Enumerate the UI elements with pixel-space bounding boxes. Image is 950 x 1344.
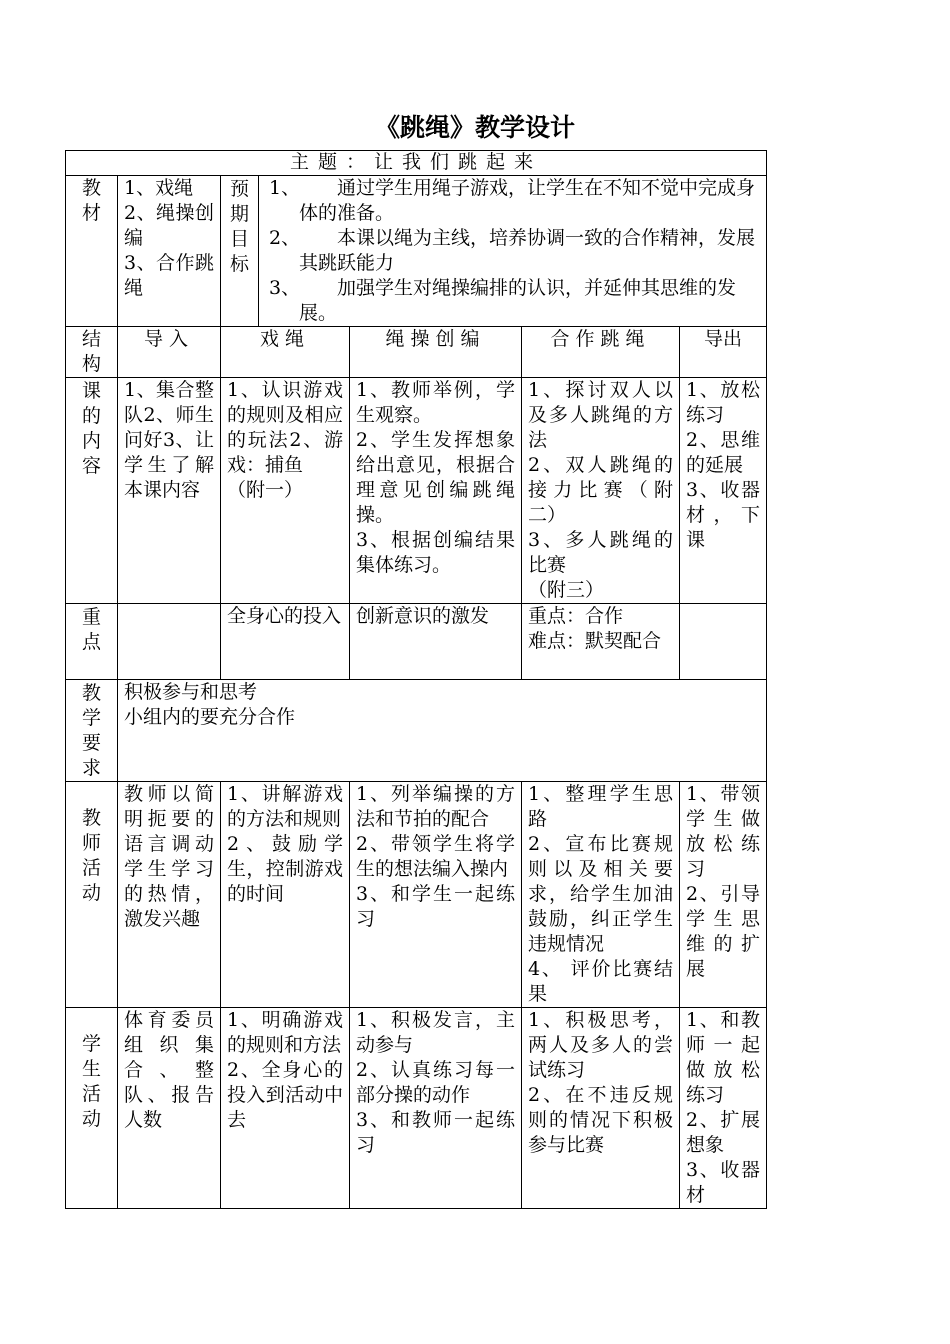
content-cell: 1、教师举例，学生观察。 2、学生发挥想象给出意见，根据合理意见创编跳绳操。 3、根据创编结果集体练习。 <box>350 378 522 604</box>
materials-header: 教材 <box>66 176 118 327</box>
material-item: 1、戏绳 <box>124 177 194 199</box>
theme-row <box>66 151 767 176</box>
student-activity-row <box>66 1008 767 1209</box>
teacher-activity-cell: 1、带领学生做放松练习 2、引导学生思维的扩展 <box>680 782 767 1008</box>
student-activity-cell: 1、和教师一起做放松练习 2、扩展想象 3、收器材 <box>680 1008 767 1209</box>
content-cell: 1、探讨双人以及多人跳绳的方法 2、双人跳绳的接力比赛（附二） 3、多人跳绳的比赛 （附三） <box>522 378 680 604</box>
teacher-activity-header: 教师活动 <box>66 782 118 1008</box>
focus-cell: 重点：合作 难点：默契配合 <box>522 604 680 680</box>
requirements-row <box>66 680 767 782</box>
structure-header: 结构 <box>66 327 118 378</box>
document-title: 《跳绳》教学设计 <box>374 113 575 142</box>
structure-col-rope-exercise: 绳操创编 <box>350 327 522 378</box>
teacher-activity-cell: 1、列举编操的方法和节拍的配合 2、带领学生将学生的想法编入操内 3、和学生一起练习 <box>350 782 522 1008</box>
structure-col-intro: 导入 <box>118 327 221 378</box>
teacher-activity-row <box>66 782 767 1008</box>
lesson-plan-table <box>65 150 767 1209</box>
content-cell: 1、认识游戏的规则及相应的玩法2、游戏：捕鱼 （附一） <box>221 378 350 604</box>
structure-col-rope-play: 戏绳 <box>221 327 350 378</box>
student-activity-header: 学生活动 <box>66 1008 118 1209</box>
goals-cell <box>259 176 767 327</box>
goals-header: 预期目标 <box>221 176 259 327</box>
focus-row <box>66 604 767 680</box>
structure-row <box>66 327 767 378</box>
focus-cell: 全身心的投入 <box>221 604 350 680</box>
structure-col-cooperative-jump: 合作跳绳 <box>522 327 680 378</box>
student-activity-cell: 1、明确游戏的规则和方法 2、全身心的投入到活动中去 <box>221 1008 350 1209</box>
focus-cell <box>680 604 767 680</box>
materials-row <box>66 176 767 327</box>
student-activity-cell: 1、积极发言，主动参与 2、认真练习每一部分操的动作 3、和教师一起练习 <box>350 1008 522 1209</box>
content-row <box>66 378 767 604</box>
requirements-cell: 积极参与和思考 小组内的要充分合作 <box>118 680 767 782</box>
structure-col-conclusion: 导出 <box>680 327 767 378</box>
teacher-activity-cell: 教师以简明扼要的语言调动学生学习的热情，激发兴趣 <box>118 782 221 1008</box>
student-activity-cell: 1、积极思考，两人及多人的尝试练习 2、在不违反规则的情况下积极参与比赛 <box>522 1008 680 1209</box>
lesson-theme: 主题：让我们跳起来 <box>66 151 767 176</box>
content-cell: 1、集合整队2、师生问好3、让学生了解本课内容 <box>118 378 221 604</box>
requirements-header: 教学要求 <box>66 680 118 782</box>
focus-cell <box>118 604 221 680</box>
focus-header: 重点 <box>66 604 118 680</box>
material-item: 3、合作跳绳 <box>124 252 214 299</box>
focus-cell: 创新意识的激发 <box>350 604 522 680</box>
teacher-activity-cell: 1、整理学生思路 2、宣布比赛规则以及相关要求，给学生加油鼓励，纠正学生违规情况 4、 评价比赛结果 <box>522 782 680 1008</box>
materials-cell <box>118 176 221 327</box>
goal-item: 2、 本课以绳为主线，培养协调一致的合作精神，发展其跳跃能力 <box>269 227 756 274</box>
material-item: 2、绳操创编 <box>124 202 214 249</box>
content-cell: 1、放松练习 2、思维的延展 3、收器材，下课 <box>680 378 767 604</box>
goal-item: 1、 通过学生用绳子游戏，让学生在不知不觉中完成身体的准备。 <box>269 177 756 224</box>
content-header: 课的内容 <box>66 378 118 604</box>
student-activity-cell: 体育委员组织集合、整队、报告人数 <box>118 1008 221 1209</box>
goal-item: 3、 加强学生对绳操编排的认识，并延伸其思维的发展。 <box>269 277 737 324</box>
teacher-activity-cell: 1、讲解游戏的方法和规则 2、鼓励学生，控制游戏的时间 <box>221 782 350 1008</box>
